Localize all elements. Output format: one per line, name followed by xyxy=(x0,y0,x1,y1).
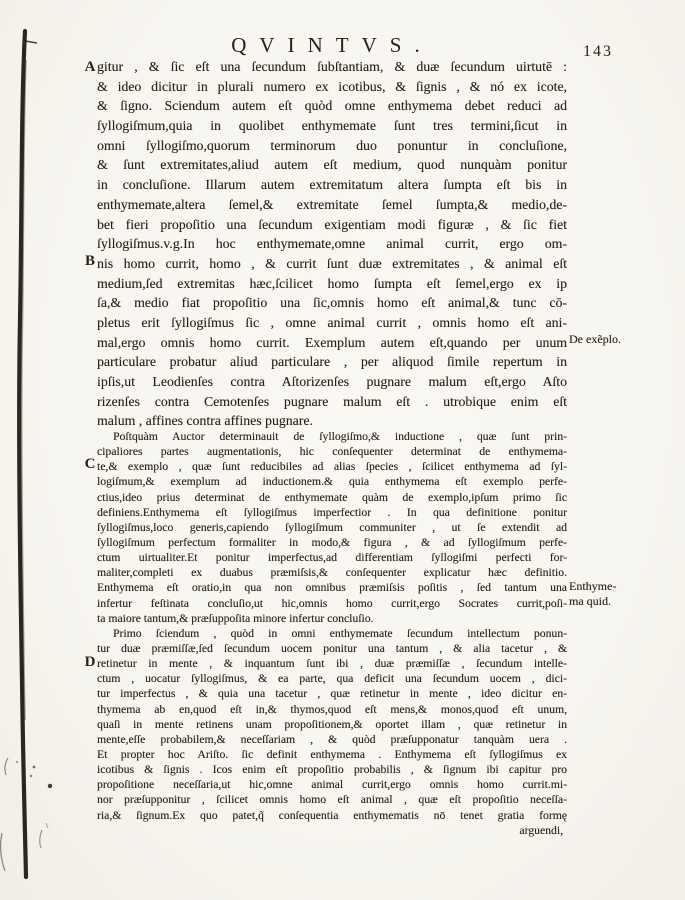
margin-letter-b: B xyxy=(84,253,95,269)
text-line: enthymemate,altera ſemel,& extremitate ſemel ſumpta,& medio,de- xyxy=(97,196,567,212)
running-title: QVINTVS. xyxy=(231,33,433,57)
text-line: Et propter hoc Ariſto. ſic definit enthymema . Enthymema eſt ſyllogiſmus ex xyxy=(97,747,567,761)
margin-note-line: Enthyme- xyxy=(569,579,617,593)
text-line: definiens.Enthymema eſt ſyllogiſmus imperfectior . In qua definitione ponitur xyxy=(97,505,567,519)
ink-speck xyxy=(48,784,52,788)
text-line: thymema ab en,quod eſt in,& thymos,quod eſt mens,& monos,quod eſt unum, xyxy=(97,702,567,716)
text-block-commentary xyxy=(97,429,567,838)
text-line: & ſigno. Sciendum autem eſt quòd omne enthymema debet reduci ad xyxy=(97,98,567,114)
text-block-primary xyxy=(97,57,567,431)
text-line: tur duæ præmiſſæ,ſed ſecundum uocem ponitur una tantum , & alia tacetur , & xyxy=(97,641,567,655)
margin-note-line: De exẽplo. xyxy=(569,332,621,346)
text-line: pletus erit ſyllogiſmus ſic , omne animal currit , omnis homo eſt ani- xyxy=(97,314,567,330)
text-line: Poſtquàm Auctor determinauit de ſyllogiſmo,& inductione , quæ ſunt prin- xyxy=(113,430,567,443)
text-line: nis homo currit, homo , & currit ſunt duæ extremitates , & animal eſt xyxy=(97,255,567,271)
text-line: ctum , uocatur ſyllogiſmus, & ea parte, qua deficit una ſecundum uocem , dici- xyxy=(97,672,567,686)
text-line: ta maiore tantum,& præſuppoſita minore infertur concluſio. xyxy=(97,611,374,625)
text-line: omni ſyllogiſmo,quorum terminorum duo ponuntur in concluſione, xyxy=(97,137,567,153)
margin-letter-a: A xyxy=(84,59,96,75)
text-line: ctius,ideo prius determinat de enthymemate quàm de exemplo,ipſum primo ſic xyxy=(97,490,567,504)
text-line: mal,ergo omnis homo currit. Exemplum autem eſt,quando per unum xyxy=(97,334,567,350)
margin-note-de-exemplo xyxy=(569,332,649,347)
text-line: bet fieri propoſitio una ſecundum exigentiam modi figuræ , & ſic fiet xyxy=(97,216,567,232)
text-line: logiſmum,& exemplum ad inductionem.& quia enthymema eſt exemplo perfe- xyxy=(97,475,567,489)
text-line: & ſunt extremitates,aliud autem eſt medium, quod nunquàm ponitur xyxy=(97,157,567,173)
ink-speck xyxy=(33,766,36,769)
text-line: infertur feſtinata concluſio,ut hic,omnis homo currit,ergo Socrates currit,poſi- xyxy=(97,596,567,610)
text-line: quaſi in mente retinens unam propoſitionem,& oportet illam , quæ retinetur in xyxy=(97,717,567,731)
page-number: 143 xyxy=(583,43,613,60)
text-line: maliter,completi ex duabus præmiſsis,& conſequenter explicatur hæc definitio. xyxy=(97,566,567,580)
margin-letter-d: D xyxy=(84,654,96,670)
margin-note-enthymema-quid xyxy=(569,579,649,609)
text-line: ſa,& medio fiat propoſitio una ſic,omnis homo eſt animal,& tunc cō- xyxy=(97,295,567,311)
margin-letter-c: C xyxy=(84,456,96,472)
ink-speck xyxy=(30,775,32,777)
text-line: ſyllogiſmus,loco generis,capiendo ſyllogiſmum communiter , ut ſe extendit ad xyxy=(97,520,567,534)
text-line: icotibus & ſignis . Icos enim eſt propoſitio probabilis , & ſignum ibi capitur pro xyxy=(97,763,567,777)
text-line: in concluſione. Illarum autem extremitatum altera ſumpta eſt bis in xyxy=(97,177,567,193)
text-line: retinetur in mente , & inquantum ſunt ibi , duæ præmiſſæ , ſecundum intelle- xyxy=(97,657,567,671)
text-line: propoſitione neceſſaria,ut hic,omne animal currit,ergo omnis homo currit.mi- xyxy=(97,778,567,792)
text-line: ſyllogiſmum,quia in quolibet enthymemate ſunt tres termini,ſicut in xyxy=(97,118,567,134)
text-line: ipſis,ut Leodienſes contra Aſtorizenſes pugnare malum eſt,ergo Aſto xyxy=(97,374,567,389)
text-line: rizenſes contra Cemotenſes pugnare malum eſt . utrobique enim eſt xyxy=(97,393,567,409)
text-line: nor præſupponitur , ſcilicet omnis homo eſt animal , quæ eſt propoſitio neceſſa- xyxy=(97,793,567,807)
text-line: te,& exemplo , quæ ſunt reducibiles ad alias ſpecies , ſcilicet enthymema ad ſyl- xyxy=(97,460,567,474)
text-line: cipaliores partes augmentationis, hic conſequenter determinat de enthymema- xyxy=(97,445,567,459)
text-line: tur imperfectus , & quia una tacetur , quæ retinetur in mente , ideo dicitur en- xyxy=(97,687,567,701)
ink-speck xyxy=(40,830,42,848)
text-line: particulare probatur aliud particulare , per aliquod ſimile repertum in xyxy=(97,354,567,370)
margin-note-line: ma quid. xyxy=(569,594,611,608)
text-line: Enthymema eſt oratio,in qua non omnibus præmiſsis poſitis , ſed tantum una xyxy=(97,581,567,595)
text-line: ctum uirtualiter.Et ponitur imperfectus,ad differentiam ſyllogiſmi perfecti for- xyxy=(97,551,567,565)
text-line: medium,ſed extremitas hæc,ſcilicet homo ſumpta eſt ſemel,ergo ex ip xyxy=(97,275,567,291)
text-line: gitur , & ſic eſt una ſecundum ſubſtantiam, & duæ ſecundum uirtutē : xyxy=(97,59,567,74)
text-line: ſyllogiſmus.v.g.In hoc enthymemate,omne animal currit, ergo om- xyxy=(97,236,567,252)
ink-speck xyxy=(5,758,8,775)
text-line: & ideo dicitur in plurali numero ex icotibus, & ſignis , & nó ex icote, xyxy=(97,78,567,94)
ink-speck xyxy=(46,823,48,828)
text-line: malum , affines contra affines pugnare. xyxy=(97,413,313,429)
text-line: ſyllogiſmum perfectum formaliter in modo,& figura , & ad ſyllogiſmum perfe- xyxy=(97,535,567,549)
ink-speck xyxy=(1,833,5,871)
ink-speck xyxy=(16,761,18,763)
text-line: ria,& ſignum.Ex quo patet,q̃ conſequentia enthymematis nō tenet gratia formę xyxy=(97,808,567,822)
text-line: arguendi, xyxy=(519,823,563,837)
text-line: mente,eſſe probabilem,& neceſſariam , & quòd præſupponatur tanquàm uera . xyxy=(97,732,567,746)
text-line: Primo ſciendum , quòd in omni enthymemate ſecundum intellectum ponun- xyxy=(113,626,567,640)
